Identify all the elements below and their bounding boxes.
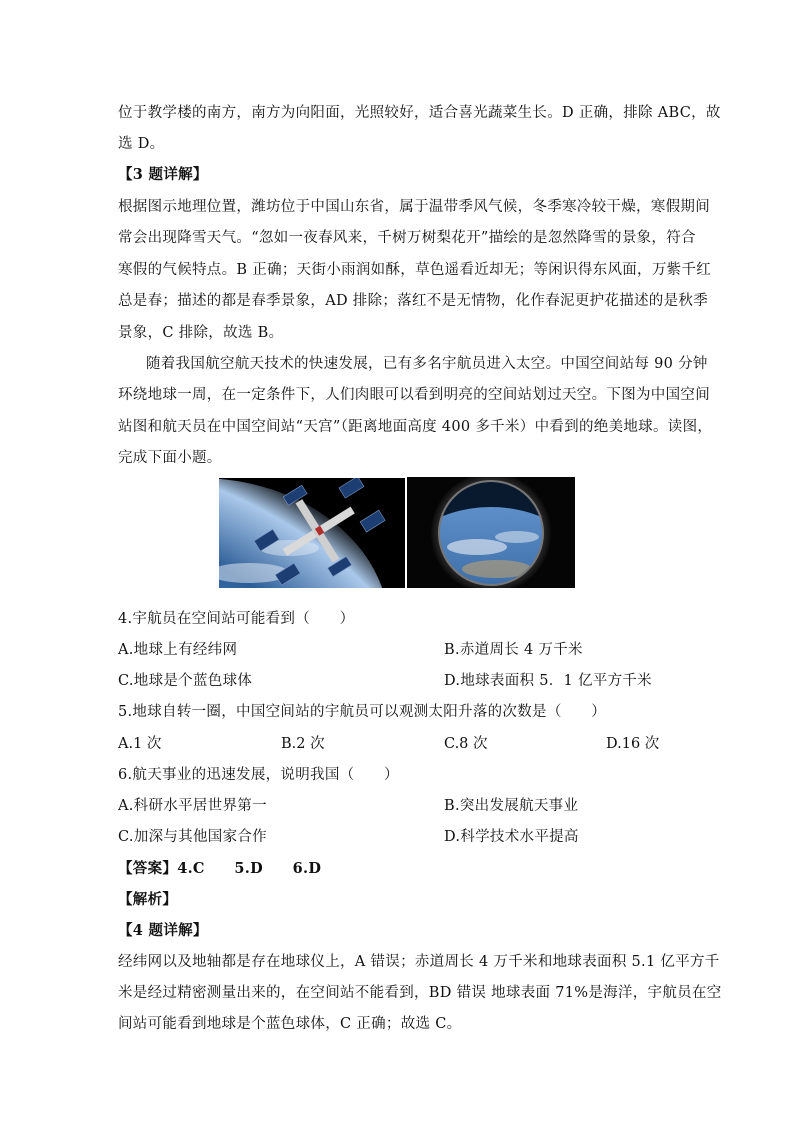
option-d: D.科学技术水平提高 (444, 829, 579, 845)
question-stem: 4.宇航员在空间站可能看到（ ） (118, 611, 355, 627)
paragraph-line: 常会出现降雪天气。“忽如一夜春风来，千树万树梨花开”描绘的是忽然降雪的景象，符合 (118, 230, 696, 246)
paragraph-line: 选 D。 (118, 136, 165, 152)
space-station-image (219, 478, 405, 588)
paragraph-line: 间站可能看到地球是个蓝色球体，C 正确；故选 C。 (118, 1016, 462, 1032)
answer-line: 【答案】4.C 5.D 6.D (118, 860, 322, 877)
intro-line: 完成下面小题。 (118, 450, 222, 466)
paragraph-line: 米是经过精密测量出来的，在空间站不能看到，BD 错误 地球表面 71%是海洋，宇航员在空 (118, 985, 722, 1001)
option-d: D.16 次 (606, 736, 660, 752)
paragraph-line: 根据图示地理位置，潍坊位于中国山东省，属于温带季风气候，冬季寒冷较干燥，寒假期间 (118, 199, 710, 215)
analysis-heading: 【解析】 (118, 891, 178, 908)
option-c: C.8 次 (444, 736, 488, 752)
option-b: B.2 次 (281, 736, 325, 752)
option-a: A.地球上有经纬网 (118, 642, 238, 658)
earth-window-image (407, 477, 575, 588)
option-a: A.1 次 (118, 736, 162, 752)
option-d: D.地球表面积 5．1 亿平方千米 (444, 673, 652, 689)
paragraph-line: 经纬网以及地轴都是存在地球仪上，A 错误；赤道周长 4 万千米和地球表面积 5.1 亿平方千 (118, 954, 720, 970)
paragraph-line: 景象，C 排除，故选 B。 (118, 325, 284, 341)
question-stem: 5.地球自转一圈，中国空间站的宇航员可以观测太阳升落的次数是（ ） (118, 704, 607, 720)
section-heading-q3: 【3 题详解】 (118, 166, 208, 183)
intro-line: 随着我国航空航天技术的快速发展，已有多名宇航员进入太空。中国空间站每 90 分钟 (146, 356, 708, 372)
intro-line: 站图和航天员在中国空间站“天宫”（距离地面高度 400 多千米）中看到的绝美地球。读图， (118, 419, 713, 435)
paragraph-line: 总是春；描述的都是春季景象，AD 排除；落红不是无情物，化作春泥更护花描述的是秋季 (118, 293, 709, 309)
option-b: B.突出发展航天事业 (444, 798, 579, 814)
question-stem: 6.航天事业的迅速发展，说明我国（ ） (118, 767, 399, 783)
option-a: A.科研水平居世界第一 (118, 798, 267, 814)
paragraph-line: 寒假的气候特点。B 正确；天街小雨润如酥，草色遥看近却无；等闲识得东风面，万紫千红 (118, 262, 712, 278)
intro-line: 环绕地球一周，在一定条件下，人们肉眼可以看到明亮的空间站划过天空。下图为中国空间 (118, 387, 710, 403)
paragraph-line: 位于教学楼的南方，南方为向阳面，光照较好，适合喜光蔬菜生长。D 正确，排除 ABC，故 (118, 105, 721, 121)
section-heading-q4: 【4 题详解】 (118, 922, 208, 939)
option-b: B.赤道周长 4 万千米 (444, 642, 583, 658)
option-c: C.地球是个蓝色球体 (118, 673, 253, 689)
option-c: C.加深与其他国家合作 (118, 829, 267, 845)
